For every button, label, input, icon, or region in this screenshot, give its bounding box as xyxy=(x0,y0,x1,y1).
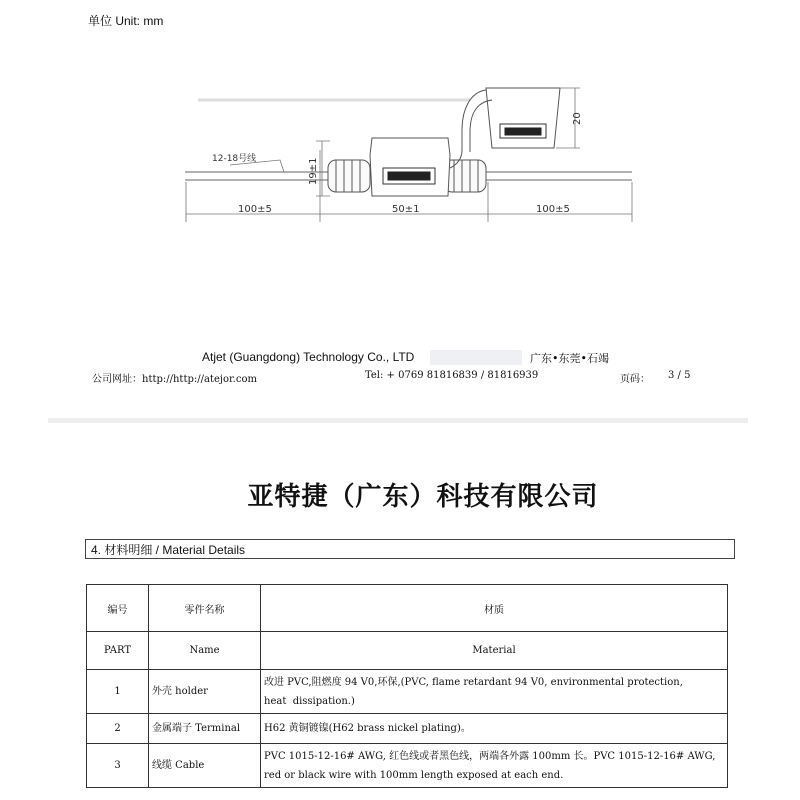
footer-tel: Tel: + 0769 81816839 / 81816939 xyxy=(365,370,539,381)
unit-label: 单位 Unit: mm xyxy=(88,14,164,28)
table-row xyxy=(87,744,728,788)
section-header xyxy=(85,539,735,559)
row-material-line2: heat dissipation.) xyxy=(264,695,355,707)
dimension-center: 50±1 xyxy=(392,204,420,215)
company-title: 亚特捷（广东）科技有限公司 xyxy=(247,482,599,512)
row-number: 3 xyxy=(87,744,149,788)
dimension-left: 100±5 xyxy=(238,204,272,215)
row-material xyxy=(261,670,728,714)
footer-page-label: 页码： xyxy=(620,374,650,385)
left-grommet xyxy=(328,160,370,192)
row-number: 1 xyxy=(87,670,149,714)
header-part-number: 编号 xyxy=(87,585,149,632)
row-material xyxy=(261,744,728,788)
table-row xyxy=(87,670,728,714)
footer-page-number: 3 / 5 xyxy=(668,370,691,381)
row-name: 线缆 Cable xyxy=(149,744,261,788)
row-material-line1: 改进 PVC,阻燃度 94 V0,环保,(PVC, flame retardant 94 V0, environmental protection, xyxy=(264,676,683,688)
header-material-en: Material xyxy=(261,632,728,670)
table-row xyxy=(87,714,728,744)
row-name: 金属端子 Terminal xyxy=(149,714,261,744)
section-title: 4. 材料明细 / Material Details xyxy=(91,543,246,557)
wire-right xyxy=(480,172,632,180)
height-dimension-left: 19±1 xyxy=(308,157,319,185)
fuse-holder-drawing xyxy=(0,0,800,240)
footer-highlight xyxy=(430,350,522,365)
row-material-line1: H62 黄铜镀镍(H62 brass nickel plating)。 xyxy=(264,723,471,734)
row-material xyxy=(261,714,728,744)
table-header-row-cn xyxy=(87,585,728,632)
right-grommet xyxy=(444,160,486,192)
holder-body xyxy=(370,138,450,196)
height-dimension-right: 20 xyxy=(572,112,583,125)
footer-company-name: Atjet (Guangdong) Technology Co., LTD xyxy=(202,350,415,364)
table-header-row-en xyxy=(87,632,728,670)
row-number: 2 xyxy=(87,714,149,744)
dimension-right: 100±5 xyxy=(536,204,570,215)
row-name: 外壳 holder xyxy=(149,670,261,714)
header-name: Name xyxy=(149,632,261,670)
header-material: 材质 xyxy=(261,585,728,632)
footer-website: 公司网址：http://http://atejor.com xyxy=(92,374,257,385)
row-material-line2: red or black wire with 100mm length exposed at each end. xyxy=(264,769,564,781)
material-table xyxy=(86,584,728,788)
page-separator xyxy=(48,418,748,423)
wire-gauge-label: 12-18号线 xyxy=(212,154,257,164)
row-material-line1: PVC 1015-12-16# AWG, 红色线或者黑色线，两端各外露 100mm 长。PVC 1015-12-16# AWG, xyxy=(264,750,716,762)
header-part: PART xyxy=(87,632,149,670)
footer-address: 广东•东莞•石竭 xyxy=(530,352,609,365)
header-part-name: 零件名称 xyxy=(149,585,261,632)
